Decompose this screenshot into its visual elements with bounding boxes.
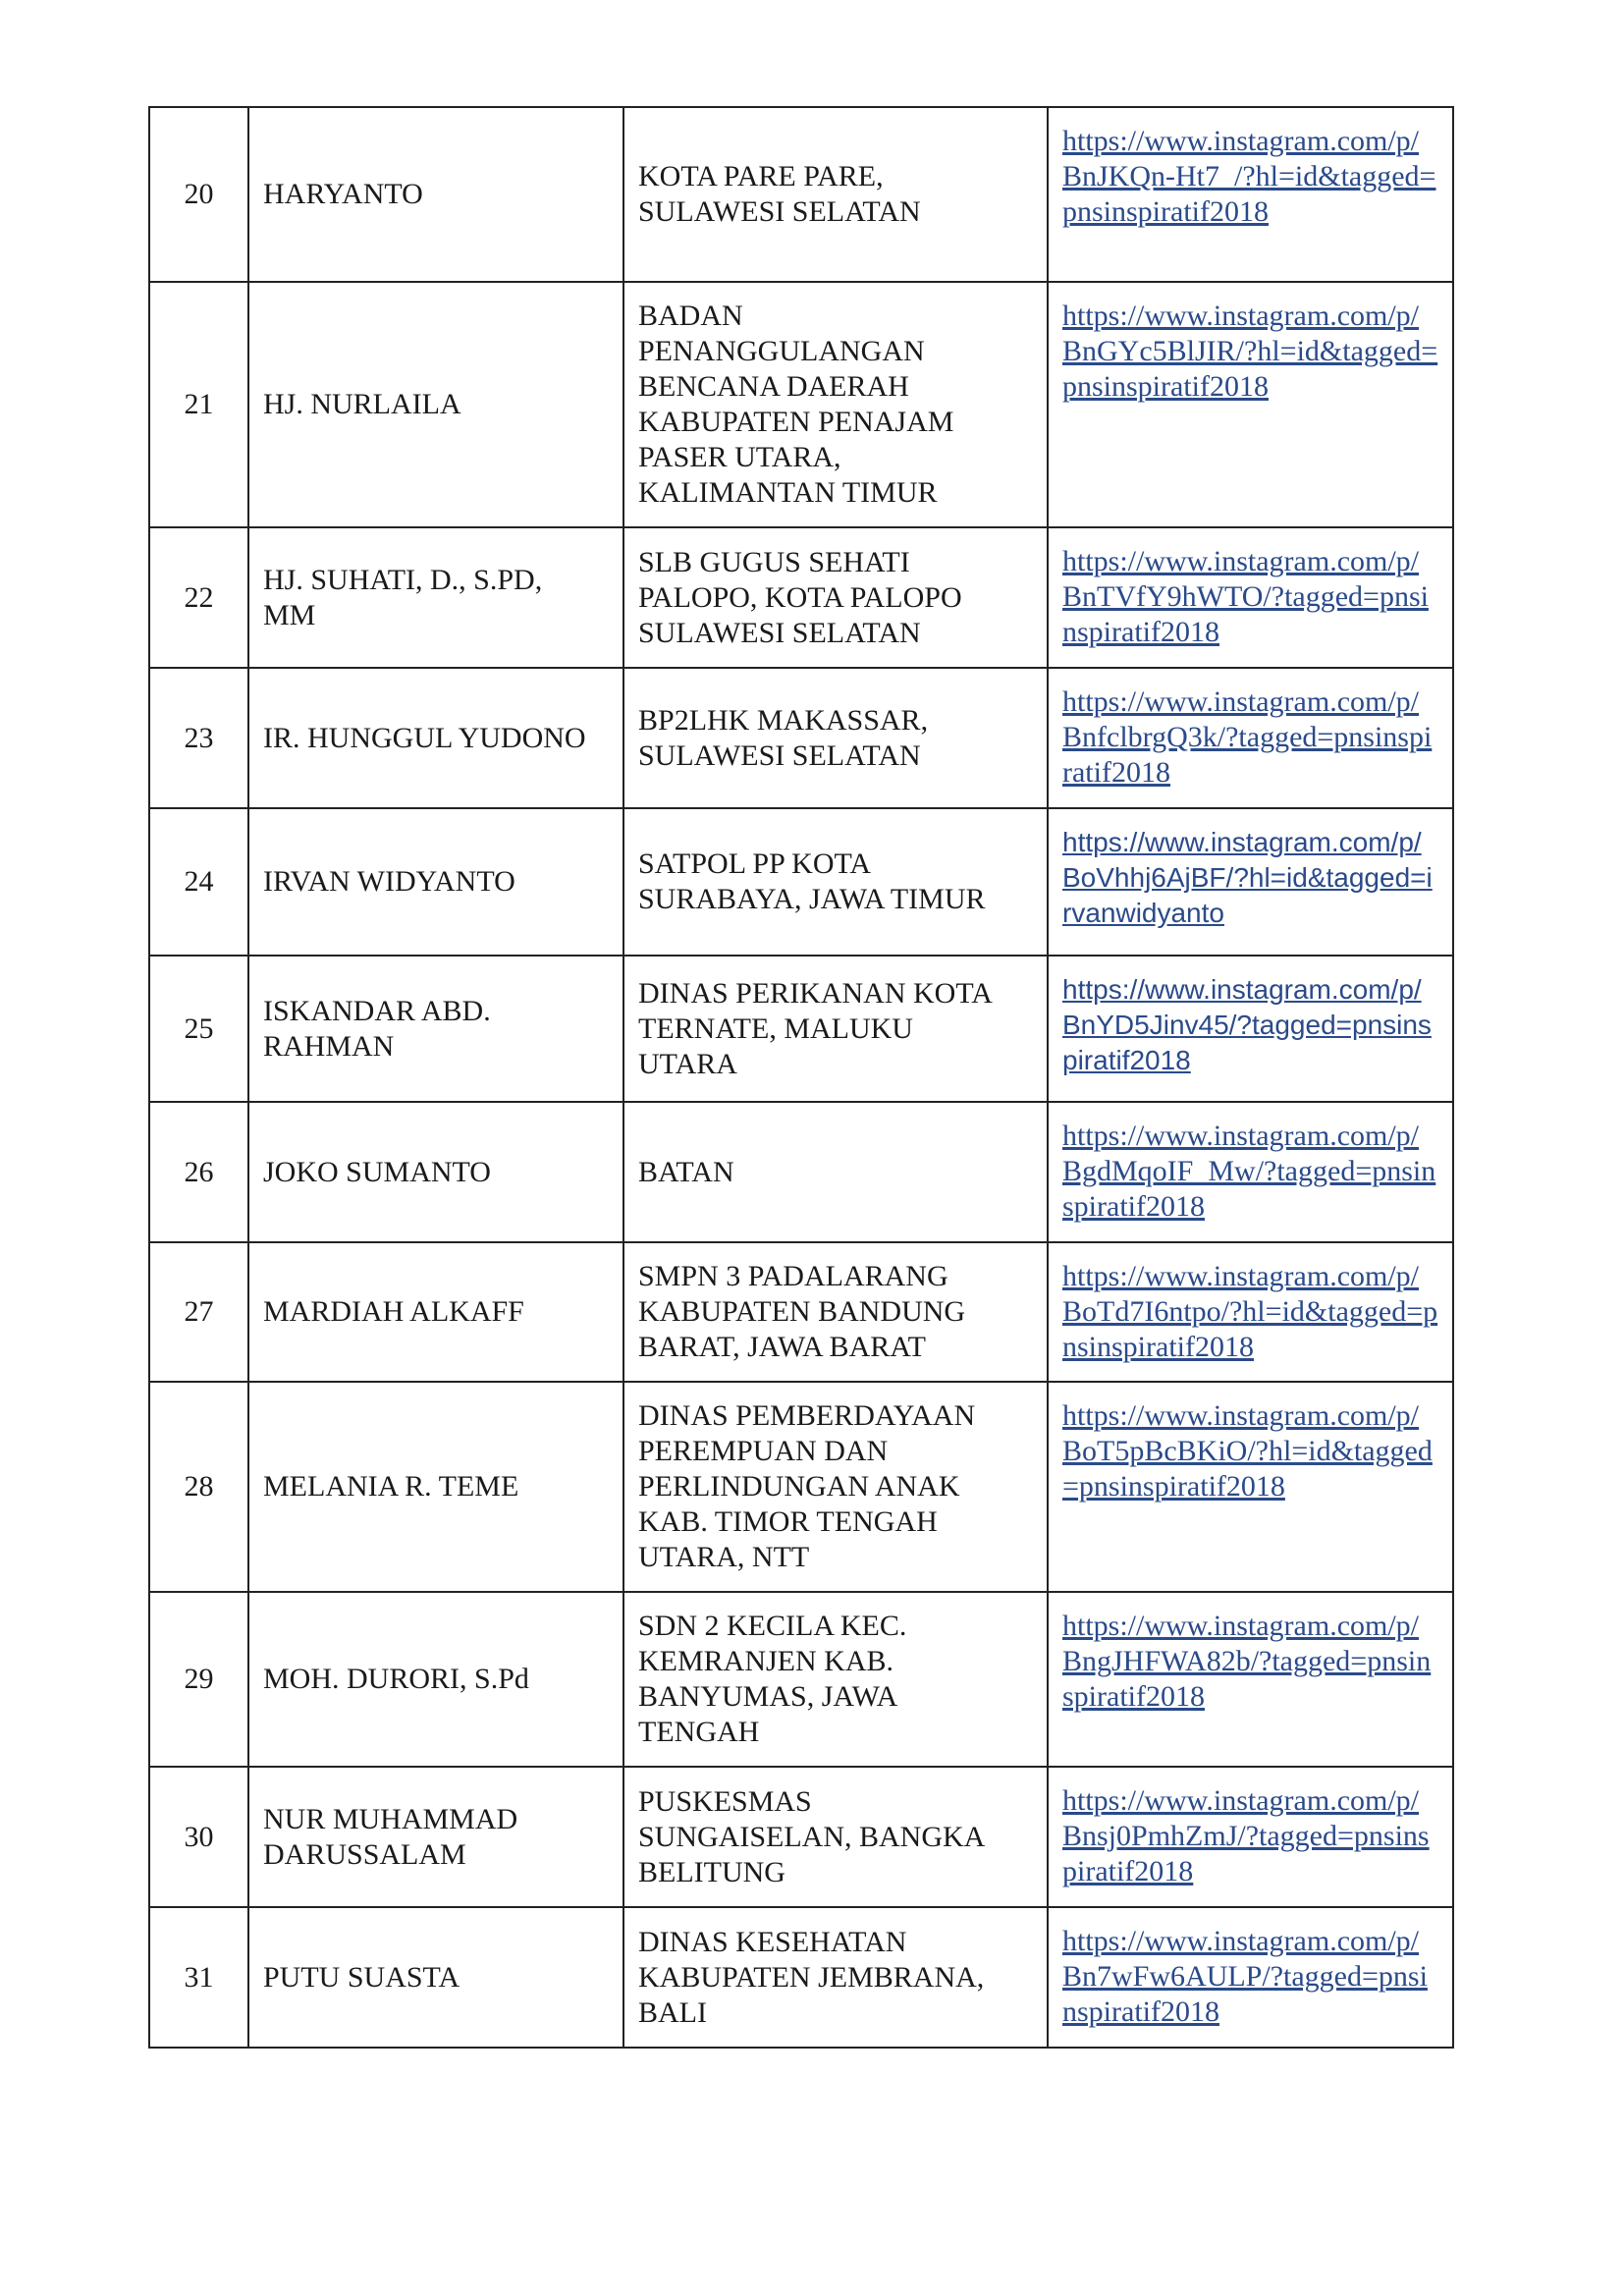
table-row — [149, 1592, 1453, 1767]
row-number: 31 — [149, 1907, 248, 2048]
participant-unit: SDN 2 KECILA KEC. KEMRANJEN KAB. BANYUMAS, JAWA TENGAH — [623, 1592, 1048, 1767]
participant-name: HARYANTO — [248, 107, 623, 282]
participant-name: MOH. DURORI, S.Pd — [248, 1592, 623, 1767]
participant-unit: BP2LHK MAKASSAR, SULAWESI SELATAN — [623, 668, 1048, 808]
participant-name: IR. HUNGGUL YUDONO — [248, 668, 623, 808]
instagram-link[interactable]: https://www.instagram.com/p/BngJHFWA82b/?tagged=pnsinspiratif2018 — [1062, 1610, 1432, 1713]
table-row — [149, 668, 1453, 808]
row-number: 26 — [149, 1102, 248, 1242]
participant-name: IRVAN WIDYANTO — [248, 808, 623, 956]
participant-name: MARDIAH ALKAFF — [248, 1242, 623, 1382]
participant-unit: DINAS PEMBERDAYAAN PEREMPUAN DAN PERLINDUNGAN ANAK KAB. TIMOR TENGAH UTARA, NTT — [623, 1382, 1048, 1592]
instagram-link-cell — [1048, 1592, 1453, 1767]
table-row — [149, 956, 1453, 1102]
instagram-link-cell — [1048, 956, 1453, 1102]
instagram-link-cell — [1048, 1102, 1453, 1242]
instagram-link[interactable]: https://www.instagram.com/p/BoVhhj6AjBF/?hl=id&tagged=irvanwidyanto — [1062, 827, 1433, 928]
row-number: 21 — [149, 282, 248, 527]
table-row — [149, 808, 1453, 956]
row-number: 22 — [149, 527, 248, 668]
instagram-link[interactable]: https://www.instagram.com/p/BnGYc5BlJIR/?hl=id&tagged=pnsinspiratif2018 — [1062, 300, 1438, 403]
instagram-link-cell — [1048, 668, 1453, 808]
participant-unit: BATAN — [623, 1102, 1048, 1242]
participant-name: HJ. NURLAILA — [248, 282, 623, 527]
instagram-link-cell — [1048, 1242, 1453, 1382]
table-row — [149, 1907, 1453, 2048]
table-row — [149, 527, 1453, 668]
row-number: 25 — [149, 956, 248, 1102]
instagram-link[interactable]: https://www.instagram.com/p/Bn7wFw6AULP/?tagged=pnsinspiratif2018 — [1062, 1925, 1428, 2028]
participant-unit: DINAS KESEHATAN KABUPATEN JEMBRANA, BALI — [623, 1907, 1048, 2048]
instagram-link-cell — [1048, 527, 1453, 668]
participant-table — [148, 106, 1454, 2049]
table-row — [149, 1102, 1453, 1242]
row-number: 23 — [149, 668, 248, 808]
participant-name: MELANIA R. TEME — [248, 1382, 623, 1592]
instagram-link-cell — [1048, 1907, 1453, 2048]
instagram-link[interactable]: https://www.instagram.com/p/BgdMqoIF_Mw/?tagged=pnsinspiratif2018 — [1062, 1120, 1436, 1223]
participant-name: JOKO SUMANTO — [248, 1102, 623, 1242]
row-number: 28 — [149, 1382, 248, 1592]
row-number: 24 — [149, 808, 248, 956]
participant-name: PUTU SUASTA — [248, 1907, 623, 2048]
table-row — [149, 282, 1453, 527]
instagram-link[interactable]: https://www.instagram.com/p/BnJKQn-Ht7_/?hl=id&tagged=pnsinspiratif2018 — [1062, 125, 1436, 228]
instagram-link[interactable]: https://www.instagram.com/p/BoTd7I6ntpo/?hl=id&tagged=pnsinspiratif2018 — [1062, 1260, 1438, 1363]
table-row — [149, 1382, 1453, 1592]
instagram-link[interactable]: https://www.instagram.com/p/BnYD5Jinv45/?tagged=pnsinspiratif2018 — [1062, 974, 1432, 1075]
participant-unit: BADAN PENANGGULANGAN BENCANA DAERAH KABUPATEN PENAJAM PASER UTARA, KALIMANTAN TIMUR — [623, 282, 1048, 527]
participant-unit: PUSKESMAS SUNGAISELAN, BANGKA BELITUNG — [623, 1767, 1048, 1907]
table-body — [149, 107, 1453, 2048]
row-number: 20 — [149, 107, 248, 282]
instagram-link[interactable]: https://www.instagram.com/p/BoT5pBcBKiO/?hl=id&tagged=pnsinspiratif2018 — [1062, 1399, 1433, 1503]
participant-unit: SMPN 3 PADALARANG KABUPATEN BANDUNG BARAT, JAWA BARAT — [623, 1242, 1048, 1382]
instagram-link[interactable]: https://www.instagram.com/p/Bnsj0PmhZmJ/?tagged=pnsinspiratif2018 — [1062, 1784, 1430, 1887]
instagram-link-cell — [1048, 1767, 1453, 1907]
instagram-link[interactable]: https://www.instagram.com/p/BnTVfY9hWTO/?tagged=pnsinspiratif2018 — [1062, 545, 1429, 648]
row-number: 27 — [149, 1242, 248, 1382]
participant-name: NUR MUHAMMAD DARUSSALAM — [248, 1767, 623, 1907]
table-row — [149, 1767, 1453, 1907]
participant-name: ISKANDAR ABD. RAHMAN — [248, 956, 623, 1102]
instagram-link-cell — [1048, 107, 1453, 282]
table-row — [149, 107, 1453, 282]
instagram-link[interactable]: https://www.instagram.com/p/BnfclbrgQ3k/?tagged=pnsinspiratif2018 — [1062, 685, 1433, 789]
row-number: 29 — [149, 1592, 248, 1767]
instagram-link-cell — [1048, 808, 1453, 956]
instagram-link-cell — [1048, 282, 1453, 527]
participant-unit: KOTA PARE PARE, SULAWESI SELATAN — [623, 107, 1048, 282]
participant-unit: DINAS PERIKANAN KOTA TERNATE, MALUKU UTARA — [623, 956, 1048, 1102]
participant-name: HJ. SUHATI, D., S.PD, MM — [248, 527, 623, 668]
row-number: 30 — [149, 1767, 248, 1907]
instagram-link-cell — [1048, 1382, 1453, 1592]
table-row — [149, 1242, 1453, 1382]
participant-unit: SATPOL PP KOTA SURABAYA, JAWA TIMUR — [623, 808, 1048, 956]
participant-unit: SLB GUGUS SEHATI PALOPO, KOTA PALOPO SULAWESI SELATAN — [623, 527, 1048, 668]
